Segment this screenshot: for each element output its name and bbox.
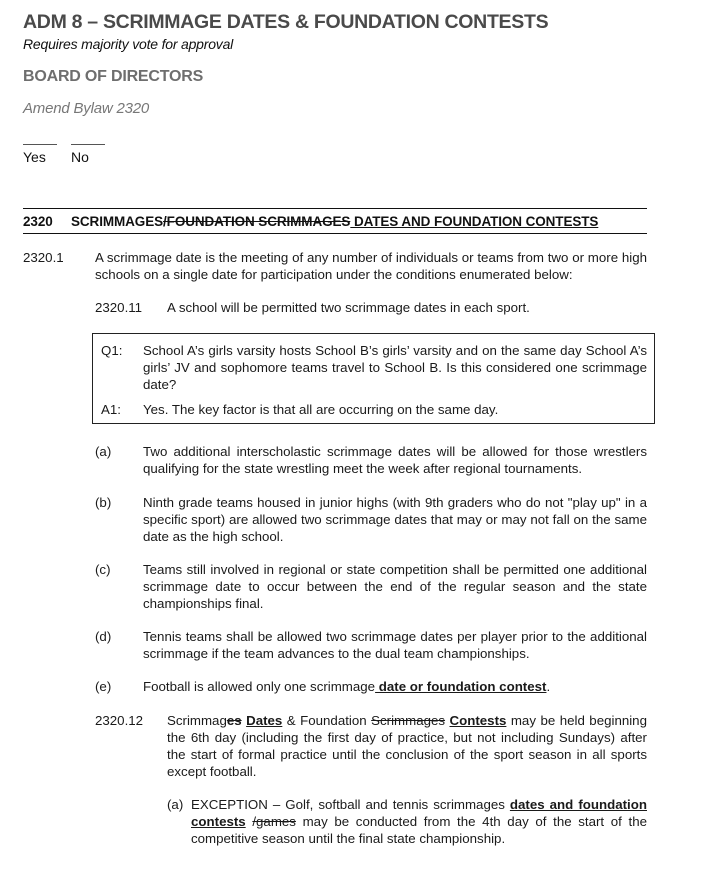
exception-added: dates and foundation contests bbox=[191, 797, 647, 829]
item-d-text: Tennis teams shall be allowed two scrimmage dates per player prior to the additional scrimmage if the team advances to the dual team championships. bbox=[143, 629, 647, 661]
section-2320-1-number: 2320.1 bbox=[23, 250, 64, 265]
item-c-text: Teams still involved in regional or state competition shall be permitted one additional scrimmage date to occur between the end of the regular season and the state championships final. bbox=[143, 562, 647, 611]
section-2320-11-number: 2320.11 bbox=[95, 300, 143, 315]
answer-text: Yes. The key factor is that all are occurring on the same day. bbox=[143, 402, 499, 417]
exception-part1: EXCEPTION – Golf, softball and tennis scrimmages bbox=[191, 797, 510, 812]
item-e-after: . bbox=[546, 679, 551, 694]
item-b-text: Ninth grade teams housed in junior highs (with 9th graders who do not "play up" in a specific sport) are allowed two scrimmage dates that may or may not fall on the same date as the high school. bbox=[143, 495, 647, 544]
section-heading bbox=[23, 214, 598, 229]
s12-struck1: es bbox=[226, 713, 242, 728]
no-label: No bbox=[71, 149, 89, 165]
exception-label: (a) bbox=[167, 797, 184, 812]
section-2320-1-text: A scrimmage date is the meeting of any number of individuals or teams from two or more high schools on a single date for participation under the conditions enumerated below: bbox=[95, 250, 647, 282]
board-heading: BOARD OF DIRECTORS bbox=[23, 68, 204, 85]
bottom-rule bbox=[23, 233, 647, 234]
item-e-label: (e) bbox=[95, 679, 112, 694]
heading-struck: /FOUNDATION SCRIMMAGES bbox=[163, 214, 351, 229]
s12-part3: & Foundation bbox=[282, 713, 372, 728]
item-b-label: (b) bbox=[95, 495, 112, 510]
item-e-before: Football is allowed only one scrimmage bbox=[143, 679, 376, 694]
s12-added1: Dates bbox=[246, 713, 283, 728]
answer-label: A1: bbox=[101, 402, 121, 417]
no-vote-line[interactable] bbox=[71, 144, 105, 145]
item-c-label: (c) bbox=[95, 562, 111, 577]
item-d-label: (d) bbox=[95, 629, 112, 644]
question-text: School A’s girls varsity hosts School B’s girls’ varsity and on the same day School A’s girls’ JV and sophomore teams travel to School B. Is this considered one scrimmage date? bbox=[143, 343, 647, 392]
top-rule bbox=[23, 208, 647, 209]
s12-part5: may be held beginning the 6th day (including the first day of practice, but not including Sundays) after the start of formal practice until the conclusion of the sport season in all sports except football. bbox=[167, 713, 647, 779]
section-2320-12-number: 2320.12 bbox=[95, 713, 144, 728]
exception-part3: may be conducted from the 4th day of the start of the competitive season until the final state championship. bbox=[191, 814, 647, 846]
exception-text bbox=[191, 796, 647, 847]
yes-vote-line[interactable] bbox=[23, 144, 57, 145]
s12-struck2: Scrimmages bbox=[371, 713, 446, 728]
item-a-text: Two additional interscholastic scrimmage dates will be allowed for those wrestlers qualifying for the state wrestling meet the week after regional tournaments. bbox=[143, 444, 647, 476]
question-label: Q1: bbox=[101, 343, 123, 358]
section-2320-11-text: A school will be permitted two scrimmage dates in each sport. bbox=[167, 300, 530, 315]
exception-struck: /games bbox=[252, 814, 296, 829]
section-2320-12-text bbox=[167, 712, 647, 780]
heading-kept: SCRIMMAGES bbox=[71, 214, 164, 229]
yes-label: Yes bbox=[23, 149, 46, 165]
heading-added: DATES AND FOUNDATION CONTESTS bbox=[350, 214, 599, 229]
item-e-text bbox=[143, 678, 647, 695]
item-e-added: date or foundation contest bbox=[375, 679, 547, 694]
item-a-label: (a) bbox=[95, 444, 112, 459]
amend-bylaw-label: Amend Bylaw 2320 bbox=[23, 100, 150, 117]
s12-added2: Contests bbox=[449, 713, 507, 728]
document-title: ADM 8 – SCRIMMAGE DATES & FOUNDATION CONTESTS bbox=[23, 11, 549, 33]
section-number: 2320 bbox=[23, 214, 53, 229]
s12-part1: Scrimmag bbox=[167, 713, 227, 728]
approval-requirement: Requires majority vote for approval bbox=[23, 36, 234, 52]
